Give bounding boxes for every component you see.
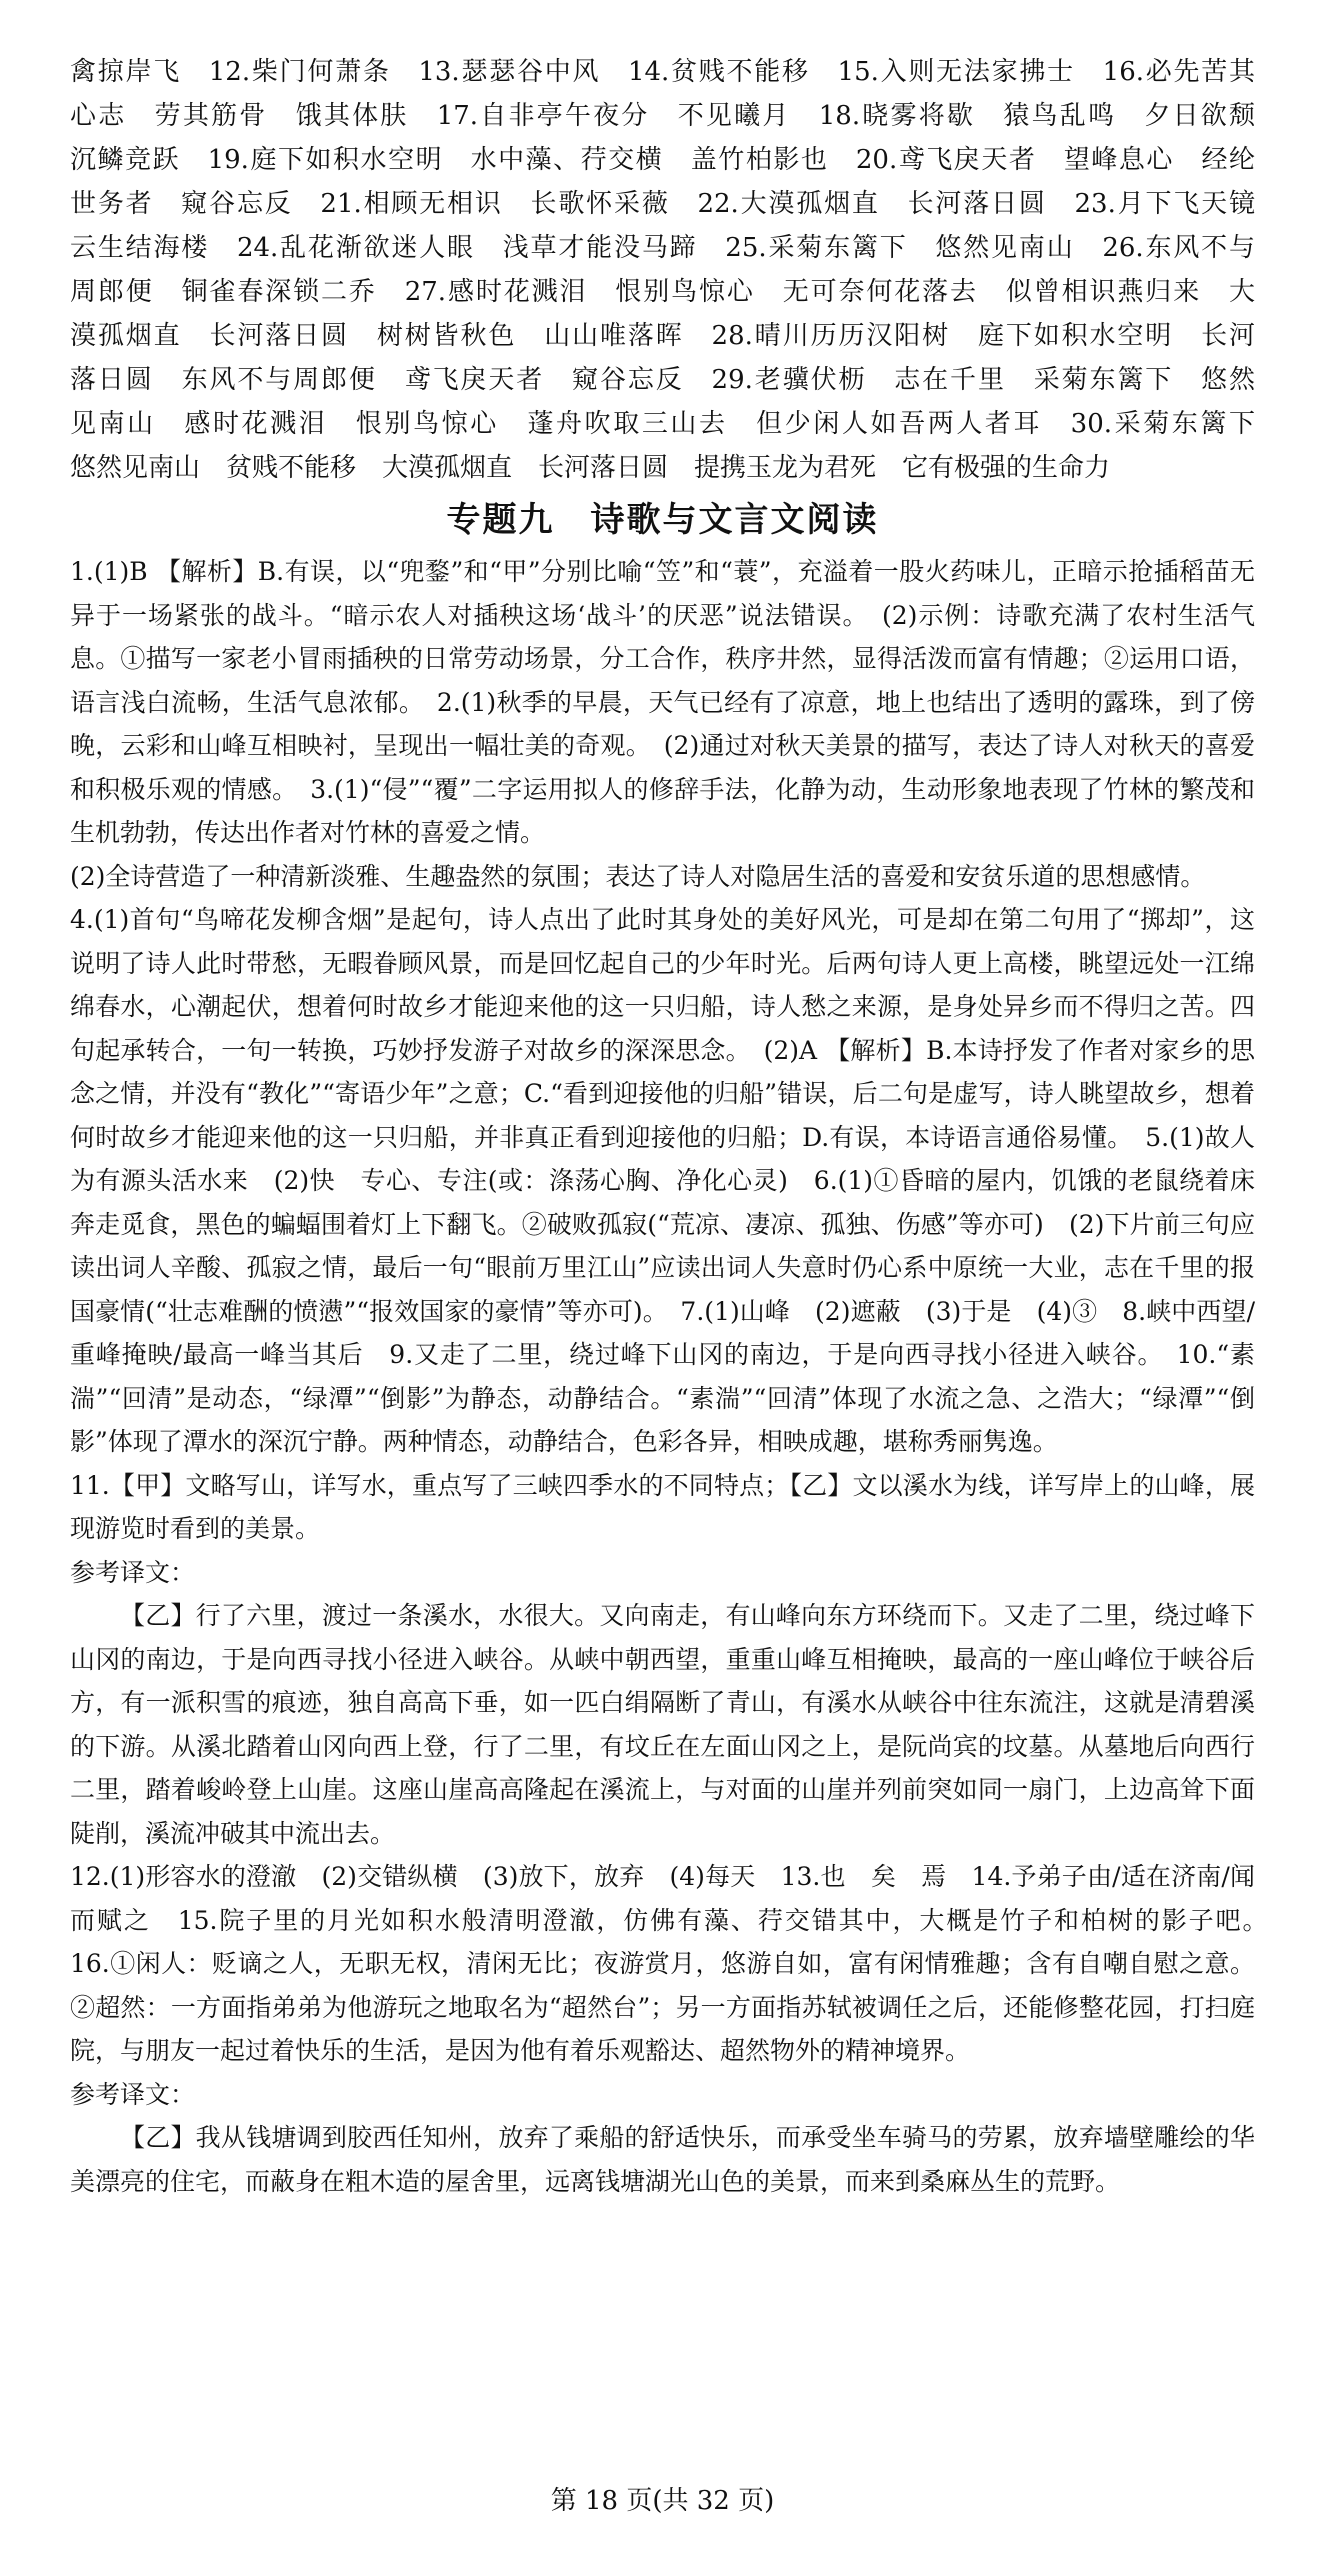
- poem-line: 落日圆 东风不与周郎便 鸢飞戾天者 窥谷忘反 29.老骥伏枥 志在千里 采菊东篱下 悠然: [70, 365, 1255, 395]
- reference-translation: 【乙】我从钱塘调到胶西任知州，放弃了乘船的舒适快乐，而承受坐车骑马的劳累，放弃墙壁雕绘的华美漂亮的住宅，而蔽身在粗木造的屋舍里，远离钱塘湖光山色的美景，而来到桑麻丛生的荒野。: [70, 2123, 1255, 2196]
- poem-recitation-answers: [70, 50, 1255, 490]
- poem-line: 心志 劳其筋骨 饿其体肤 17.自非亭午夜分 不见曦月 18.晓雾将歇 猿鸟乱鸣 夕日欲颓: [70, 101, 1255, 131]
- poem-line: 禽掠岸飞 12.柴门何萧条 13.瑟瑟谷中风 14.贫贱不能移 15.入则无法家拂士 16.必先苦其: [70, 57, 1255, 87]
- answer-paragraph: 1.(1)B 【解析】B.有误，以“兜鍪”和“甲”分别比喻“笠”和“蓑”，充溢着一股火药味儿，正暗示抢插稻苗无异于一场紧张的战斗。“暗示农人对插秧这场‘战斗’的厌恶”说法错误。 (2)示例：诗歌充满了农村生活气息。①描写一家老小冒雨插秧的日常劳动场景，分工合作，秩序井然，显得活泼而富有情趣；②运用口语，语言浅白流畅，生活气息浓郁。 2.(1)秋季的早晨，天气已经有了凉意，地上也结出了透明的露珠，到了傍晚，云彩和山峰互相映衬，呈现出一幅壮美的奇观。 (2)通过对秋天美景的描写，表达了诗人对秋天的喜爱和积极乐观的情感。 3.(1)“侵”“覆”二字运用拟人的修辞手法，化静为动，生动形象地表现了竹林的繁茂和生机勃勃，传达出作者对竹林的喜爱之情。: [70, 557, 1255, 847]
- answer-section: [70, 550, 1281, 2203]
- poem-line: 沉鳞竞跃 19.庭下如积水空明 水中藻、荇交横 盖竹柏影也 20.鸢飞戾天者 望峰息心 经纶: [70, 145, 1255, 175]
- poem-line: 云生结海楼 24.乱花渐欲迷人眼 浅草才能没马蹄 25.采菊东篱下 悠然见南山 26.东风不与: [70, 233, 1255, 263]
- poem-line: 世务者 窥谷忘反 21.相顾无相识 长歌怀采薇 22.大漠孤烟直 长河落日圆 23.月下飞天镜: [70, 189, 1255, 219]
- reference-translation: 【乙】行了六里，渡过一条溪水，水很大。又向南走，有山峰向东方环绕而下。又走了二里，绕过峰下山冈的南边，于是向西寻找小径进入峡谷。从峡中朝西望，重重山峰互相掩映，最高的一座山峰位于峡谷后方，有一派积雪的痕迹，独自高高下垂，如一匹白绢隔断了青山，有溪水从峡谷中往东流注，这就是清碧溪的下游。从溪北踏着山冈向西上登，行了二里，有坟丘在左面山冈之上，是阮尚宾的坟墓。从墓地后向西行二里，踏着峻岭登上山崖。这座山崖高高隆起在溪流上，与对面的山崖并列前突如同一扇门，上边高耸下面陡削，溪流冲破其中流出去。: [70, 1601, 1255, 1848]
- answer-paragraph: 12.(1)形容水的澄澈 (2)交错纵横 (3)放下，放弃 (4)每天 13.也 矣 焉 14.予弟子由/适在济南/闻而赋之 15.院子里的月光如积水般清明澄澈，仿佛有藻、荇交错其中，大概是竹子和柏树的影子吧。 16.①闲人：贬谪之人，无职无权，清闲无比；夜游赏月，悠游自如，富有闲情雅趣；含有自嘲自慰之意。②超然：一方面指弟弟为他游玩之地取名为“超然台”；另一方面指苏轼被调任之后，还能修整花园，打扫庭院，与朋友一起过着快乐的生活，是因为他有着乐观豁达、超然物外的精神境界。: [70, 1862, 1281, 2065]
- poem-line: 漠孤烟直 长河落日圆 树树皆秋色 山山唯落晖 28.晴川历历汉阳树 庭下如积水空明 长河: [70, 321, 1255, 351]
- reference-translation-label: 参考译文：: [70, 1557, 196, 1587]
- answer-paragraph: 4.(1)首句“鸟啼花发柳含烟”是起句，诗人点出了此时其身处的美好风光，可是却在第二句用了“掷却”，这说明了诗人此时带愁，无暇眷顾风景，而是回忆起自己的少年时光。后两句诗人更上高楼，眺望远处一江绵绵春水，心潮起伏，想着何时故乡才能迎来他的这一只归船，诗人愁之来源，是身处异乡而不得归之苦。四句起承转合，一句一转换，巧妙抒发游子对故乡的深深思念。 (2)A 【解析】B.本诗抒发了作者对家乡的思念之情，并没有“教化”“寄语少年”之意；C.“看到迎接他的归船”错误，后二句是虚写，诗人眺望故乡，想着何时故乡才能迎来他的这一只归船，并非真正看到迎接他的归船；D.有误，本诗语言通俗易懂。 5.(1)故人 为有源头活水来 (2)快 专心、专注(或：涤荡心胸、净化心灵) 6.(1)①昏暗的屋内，饥饿的老鼠绕着床奔走觅食，黑色的蝙蝠围着灯上下翻飞。②破败孤寂(“荒凉、凄凉、孤独、伤感”等亦可) (2)下片前三句应读出词人辛酸、孤寂之情，最后一句“眼前万里江山”应读出词人失意时仍心系中原统一大业，志在千里的报国豪情(“壮志难酬的愤懑”“报效国家的豪情”等亦可)。 7.(1)山峰 (2)遮蔽 (3)于是 (4)③ 8.峡中西望/重峰掩映/最高一峰当其后 9.又走了二里，绕过峰下山冈的南边，于是向西寻找小径进入峡谷。 10.“素湍”“回清”是动态，“绿潭”“倒影”为静态，动静结合。“素湍”“回清”体现了水流之急、之浩大；“绿潭”“倒影”体现了潭水的深沉宁静。两种情态，动静结合，色彩各异，相映成趣，堪称秀丽隽逸。: [70, 905, 1281, 1456]
- poem-line: 见南山 感时花溅泪 恨别鸟惊心 蓬舟吹取三山去 但少闲人如吾两人者耳 30.采菊东篱下: [70, 409, 1255, 439]
- answer-paragraph: 11.【甲】文略写山，详写水，重点写了三峡四季水的不同特点；【乙】文以溪水为线，详写岸上的山峰，展现游览时看到的美景。: [70, 1470, 1255, 1543]
- section-title: 专题九 诗歌与文言文阅读: [446, 500, 879, 540]
- poem-line: 悠然见南山 贫贱不能移 大漠孤烟直 长河落日圆 提携玉龙为君死 它有极强的生命力: [70, 453, 1111, 483]
- reference-translation-label: 参考译文：: [70, 2079, 196, 2109]
- page-number: 第 18 页(共 32 页): [550, 2486, 775, 2516]
- answer-paragraph: (2)全诗营造了一种清新淡雅、生趣盎然的氛围；表达了诗人对隐居生活的喜爱和安贫乐道的思想感情。: [70, 861, 1206, 891]
- poem-line: 周郎便 铜雀春深锁二乔 27.感时花溅泪 恨别鸟惊心 无可奈何花落去 似曾相识燕归来 大: [70, 277, 1255, 307]
